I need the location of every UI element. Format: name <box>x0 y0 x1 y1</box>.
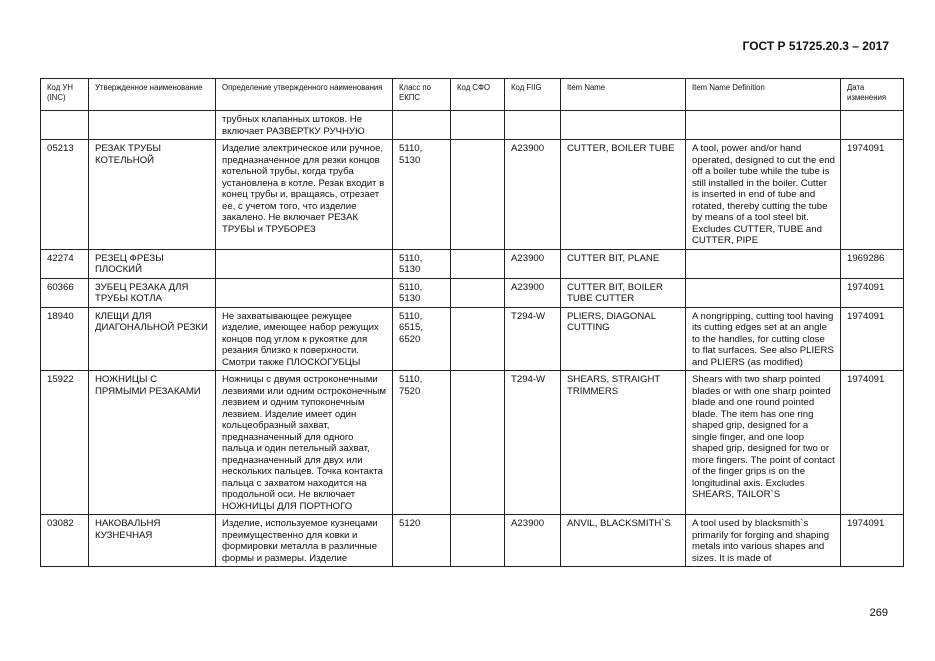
page-number: 269 <box>869 607 888 619</box>
cell-code: 18940 <box>41 307 89 371</box>
cell-empty <box>841 111 904 140</box>
table-row <box>41 249 904 278</box>
col-header-name: Утвержденное наименование <box>89 79 216 111</box>
table-header-row <box>41 79 904 111</box>
col-header-sfo: Код СФО <box>451 79 505 111</box>
cell-fiig: A23900 <box>505 278 561 307</box>
col-header-item-definition: Item Name Definition <box>686 79 841 111</box>
cell-item-name: ANVIL, BLACKSMITH`S <box>561 515 686 567</box>
col-header-definition: Определение утвержденного наименования <box>216 79 393 111</box>
cell-empty <box>393 111 451 140</box>
cell-item-name: SHEARS, STRAIGHT TRIMMERS <box>561 371 686 515</box>
table-row <box>41 278 904 307</box>
cell-name: ЗУБЕЦ РЕЗАКА ДЛЯ ТРУБЫ КОТЛА <box>89 278 216 307</box>
cell-sfo <box>451 515 505 567</box>
cell-item-definition: A tool used by blacksmith`s primarily for forging and shaping metals into various shapes and sizes. It is made of <box>686 515 841 567</box>
cell-code: 05213 <box>41 140 89 250</box>
cell-empty <box>686 111 841 140</box>
cell-name: КЛЕЩИ ДЛЯ ДИАГОНАЛЬНОЙ РЕЗКИ <box>89 307 216 371</box>
cell-sfo <box>451 307 505 371</box>
cell-name: РЕЗАК ТРУБЫ КОТЕЛЬНОЙ <box>89 140 216 250</box>
cell-class: 5110, 5130 <box>393 249 451 278</box>
cell-fiig: A23900 <box>505 140 561 250</box>
cell-item-name: CUTTER BIT, BOILER TUBE CUTTER <box>561 278 686 307</box>
cell-name: РЕЗЕЦ ФРЕЗЫ ПЛОСКИЙ <box>89 249 216 278</box>
cell-item-definition: A tool, power and/or hand operated, designed to cut the end off a boiler tube while the tube is still installed in the boiler. Cutter is inserted in end of tube and rotated, thereby cutting the tube by means of a tool steel bit. Excludes CUTTER, TUBE and CUTTER, PIPE <box>686 140 841 250</box>
cell-definition: трубных клапанных штоков. Не включает РАЗВЕРТКУ РУЧНУЮ <box>216 111 393 140</box>
col-header-fiig: Код FIIG <box>505 79 561 111</box>
cell-fiig: T294-W <box>505 371 561 515</box>
cell-item-name: CUTTER, BOILER TUBE <box>561 140 686 250</box>
catalog-table <box>40 78 904 567</box>
cell-item-definition <box>686 278 841 307</box>
cell-sfo <box>451 249 505 278</box>
cell-date: 1974091 <box>841 371 904 515</box>
document-header: ГОСТ Р 51725.20.3 – 2017 <box>742 39 889 53</box>
cell-code: 15922 <box>41 371 89 515</box>
cell-item-definition: Shears with two sharp pointed blades or with one sharp pointed blade and one round pointed blade. The item has one ring shaped grip, designed for a single finger, and one loop shaped grip, designed for two or more fingers. The point of contact of the finger grips is on the longitudinal axis. Excludes SHEARS, TAILOR`S <box>686 371 841 515</box>
cell-definition: Изделие электрическое или ручное, предназначенное для резки концов котельной трубы, когда труба установлена в котле. Резак входит в конец трубы и, вращаясь, отрезает ее, с учетом того, что изделие закалено. Не включает РЕЗАК ТРУБЫ и ТРУБОРЕЗ <box>216 140 393 250</box>
cell-code: 03082 <box>41 515 89 567</box>
table-row-continuation <box>41 111 904 140</box>
cell-definition: Не захватывающее режущее изделие, имеющее набор режущих концов под углом к рукоятке для резания близко к поверхности. Смотри также ПЛОСКОГУБЦЫ <box>216 307 393 371</box>
cell-definition: Изделие, используемое кузнецами преимущественно для ковки и формировки металла в различные формы и размеры. Изделие <box>216 515 393 567</box>
cell-date: 1974091 <box>841 307 904 371</box>
cell-fiig: A23900 <box>505 249 561 278</box>
cell-name: НОЖНИЦЫ С ПРЯМЫМИ РЕЗАКАМИ <box>89 371 216 515</box>
col-header-code: Код УН (INC) <box>41 79 89 111</box>
cell-empty <box>41 111 89 140</box>
cell-item-definition <box>686 249 841 278</box>
cell-code: 42274 <box>41 249 89 278</box>
cell-definition: Ножницы с двумя остроконечными лезвиями или одним остроконечным лезвием и одним тупоконечным лезвием. Изделие имеет один кольцеобразный захват, предназначенный для одного пальца и один петельный захват, предназначенный для двух или нескольких пальцев. Точка контакта пальца с захватом находится на продольной оси. Не включает НОЖНИЦЫ ДЛЯ ПОРТНОГО <box>216 371 393 515</box>
cell-empty <box>561 111 686 140</box>
cell-date: 1974091 <box>841 515 904 567</box>
cell-empty <box>89 111 216 140</box>
cell-class: 5120 <box>393 515 451 567</box>
table-row <box>41 515 904 567</box>
cell-class: 5110, 5130 <box>393 278 451 307</box>
col-header-date: Дата изменения <box>841 79 904 111</box>
cell-class: 5110, 5130 <box>393 140 451 250</box>
cell-class: 5110, 7520 <box>393 371 451 515</box>
cell-date: 1974091 <box>841 278 904 307</box>
cell-item-name: CUTTER BIT, PLANE <box>561 249 686 278</box>
cell-date: 1969286 <box>841 249 904 278</box>
cell-empty <box>451 111 505 140</box>
cell-name: НАКОВАЛЬНЯ КУЗНЕЧНАЯ <box>89 515 216 567</box>
cell-definition <box>216 249 393 278</box>
cell-fiig: A23900 <box>505 515 561 567</box>
cell-fiig: T294-W <box>505 307 561 371</box>
cell-empty <box>505 111 561 140</box>
cell-class: 5110, 6515, 6520 <box>393 307 451 371</box>
cell-definition <box>216 278 393 307</box>
cell-item-name: PLIERS, DIAGONAL CUTTING <box>561 307 686 371</box>
cell-date: 1974091 <box>841 140 904 250</box>
col-header-item-name: Item Name <box>561 79 686 111</box>
cell-code: 60366 <box>41 278 89 307</box>
cell-item-definition: A nongripping, cutting tool having its cutting edges set at an angle to the handles, for cutting close to flat surfaces. See also PLIERS and PLIERS (as modified) <box>686 307 841 371</box>
table-row <box>41 371 904 515</box>
table-row <box>41 140 904 250</box>
cell-sfo <box>451 278 505 307</box>
col-header-class: Класс по ЕКПС <box>393 79 451 111</box>
cell-sfo <box>451 140 505 250</box>
cell-sfo <box>451 371 505 515</box>
table-row <box>41 307 904 371</box>
